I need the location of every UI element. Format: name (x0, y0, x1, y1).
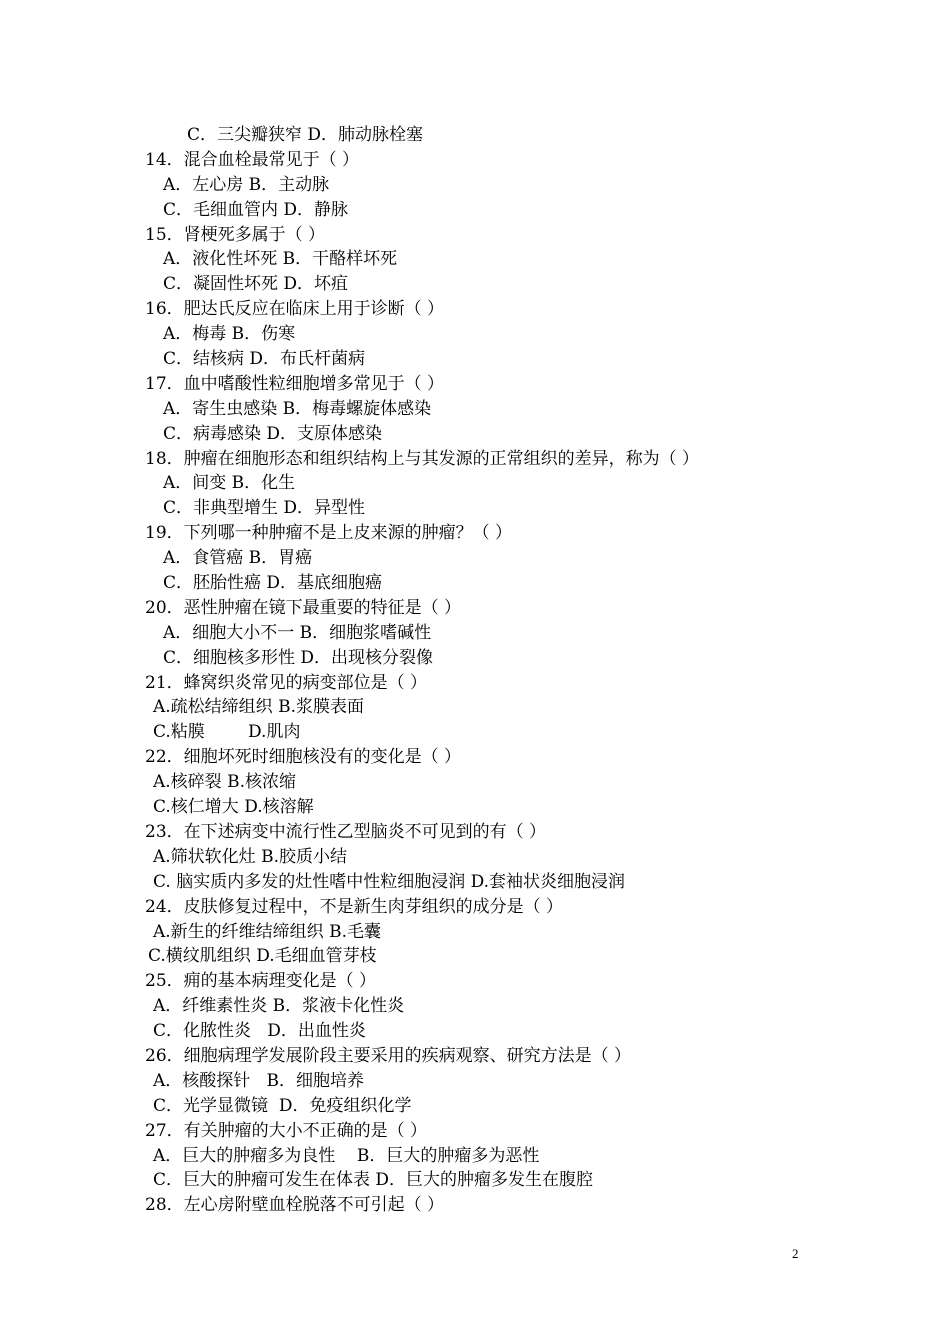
question-line: 24．皮肤修复过程中，不是新生肉芽组织的成分是（ ） (145, 896, 564, 917)
option-line: A．纤维素性炎 B．浆液卡化性炎 (153, 996, 405, 1017)
option-line: A．细胞大小不一 B．细胞浆嗜碱性 (163, 622, 432, 643)
question-line: 21．蜂窝织炎常见的病变部位是（ ） (145, 672, 428, 693)
question-line: 17．血中嗜酸性粒细胞增多常见于（ ） (145, 373, 445, 394)
question-line: 26．细胞病理学发展阶段主要采用的疾病观察、研究方法是（ ） (145, 1045, 632, 1066)
option-line: A．梅毒 B．伤寒 (163, 324, 296, 345)
page-number: 2 (792, 1246, 799, 1261)
question-line: 28．左心房附壁血栓脱落不可引起（ ） (145, 1195, 445, 1216)
question-line: 22．细胞坏死时细胞核没有的变化是（ ） (145, 747, 462, 768)
option-line: A．寄生虫感染 B．梅毒螺旋体感染 (163, 398, 432, 419)
option-line: C．巨大的肿瘤可发生在体表 D．巨大的肿瘤多发生在腹腔 (153, 1170, 594, 1191)
option-line: C．病毒感染 D．支原体感染 (163, 423, 383, 444)
option-line: A．巨大的肿瘤多为良性 B．巨大的肿瘤多为恶性 (153, 1145, 540, 1166)
option-line: A.新生的纤维结缔组织 B.毛囊 (153, 921, 381, 942)
option-line: C．毛细血管内 D．静脉 (163, 199, 349, 220)
option-line: A．左心房 B．主动脉 (163, 174, 330, 195)
option-line: A.核碎裂 B.核浓缩 (153, 772, 296, 793)
question-line: 18．肿瘤在细胞形态和组织结构上与其发源的正常组织的差异，称为（ ） (145, 448, 700, 469)
option-line: A．核酸探针 B．细胞培养 (153, 1070, 364, 1091)
option-line: C．细胞核多形性 D．出现核分裂像 (163, 647, 434, 668)
option-line: C．凝固性坏死 D．坏疽 (163, 274, 349, 295)
option-line: C．胚胎性癌 D．基底细胞癌 (163, 573, 383, 594)
option-line: C．非典型增生 D．异型性 (163, 498, 366, 519)
question-line: 25．痈的基本病理变化是（ ） (145, 971, 377, 992)
option-line: A．间变 B．化生 (163, 473, 296, 494)
question-line: 16．肥达氏反应在临床上用于诊断（ ） (145, 299, 445, 320)
question-line: 23．在下述病变中流行性乙型脑炎不可见到的有（ ） (145, 821, 547, 842)
option-line: C．光学显微镜 D．免疫组织化学 (153, 1095, 412, 1116)
question-line: 27．有关肿瘤的大小不正确的是（ ） (145, 1120, 428, 1141)
question-line: 14．混合血栓最常见于（ ） (145, 149, 360, 170)
question-line: 19．下列哪一种肿瘤不是上皮来源的肿瘤？（ ） (145, 523, 513, 544)
option-line: C．结核病 D．布氏杆菌病 (163, 349, 366, 370)
option-line: C.横纹肌组织 D.毛细血管芽枝 (148, 946, 377, 967)
option-line: C．三尖瓣狭窄 D．肺动脉栓塞 (187, 125, 424, 145)
option-line: A.疏松结缔组织 B.浆膜表面 (153, 697, 364, 718)
option-line: C. 脑实质内多发的灶性嗜中性粒细胞浸润 D.套袖状炎细胞浸润 (153, 871, 626, 892)
option-line: C．化脓性炎 D．出血性炎 (153, 1021, 366, 1042)
question-list (145, 123, 845, 1218)
option-line: A．食管癌 B．胃癌 (163, 548, 313, 569)
option-line: A．液化性坏死 B．干酪样坏死 (163, 249, 398, 270)
option-line: C.核仁增大 D.核溶解 (153, 797, 314, 818)
option-line: C.粘膜 D.肌肉 (153, 722, 301, 743)
option-line: A.筛状软化灶 B.胶质小结 (153, 846, 347, 867)
question-line: 20．恶性肿瘤在镜下最重要的特征是（ ） (145, 597, 462, 618)
question-line: 15．肾梗死多属于（ ） (145, 224, 326, 245)
